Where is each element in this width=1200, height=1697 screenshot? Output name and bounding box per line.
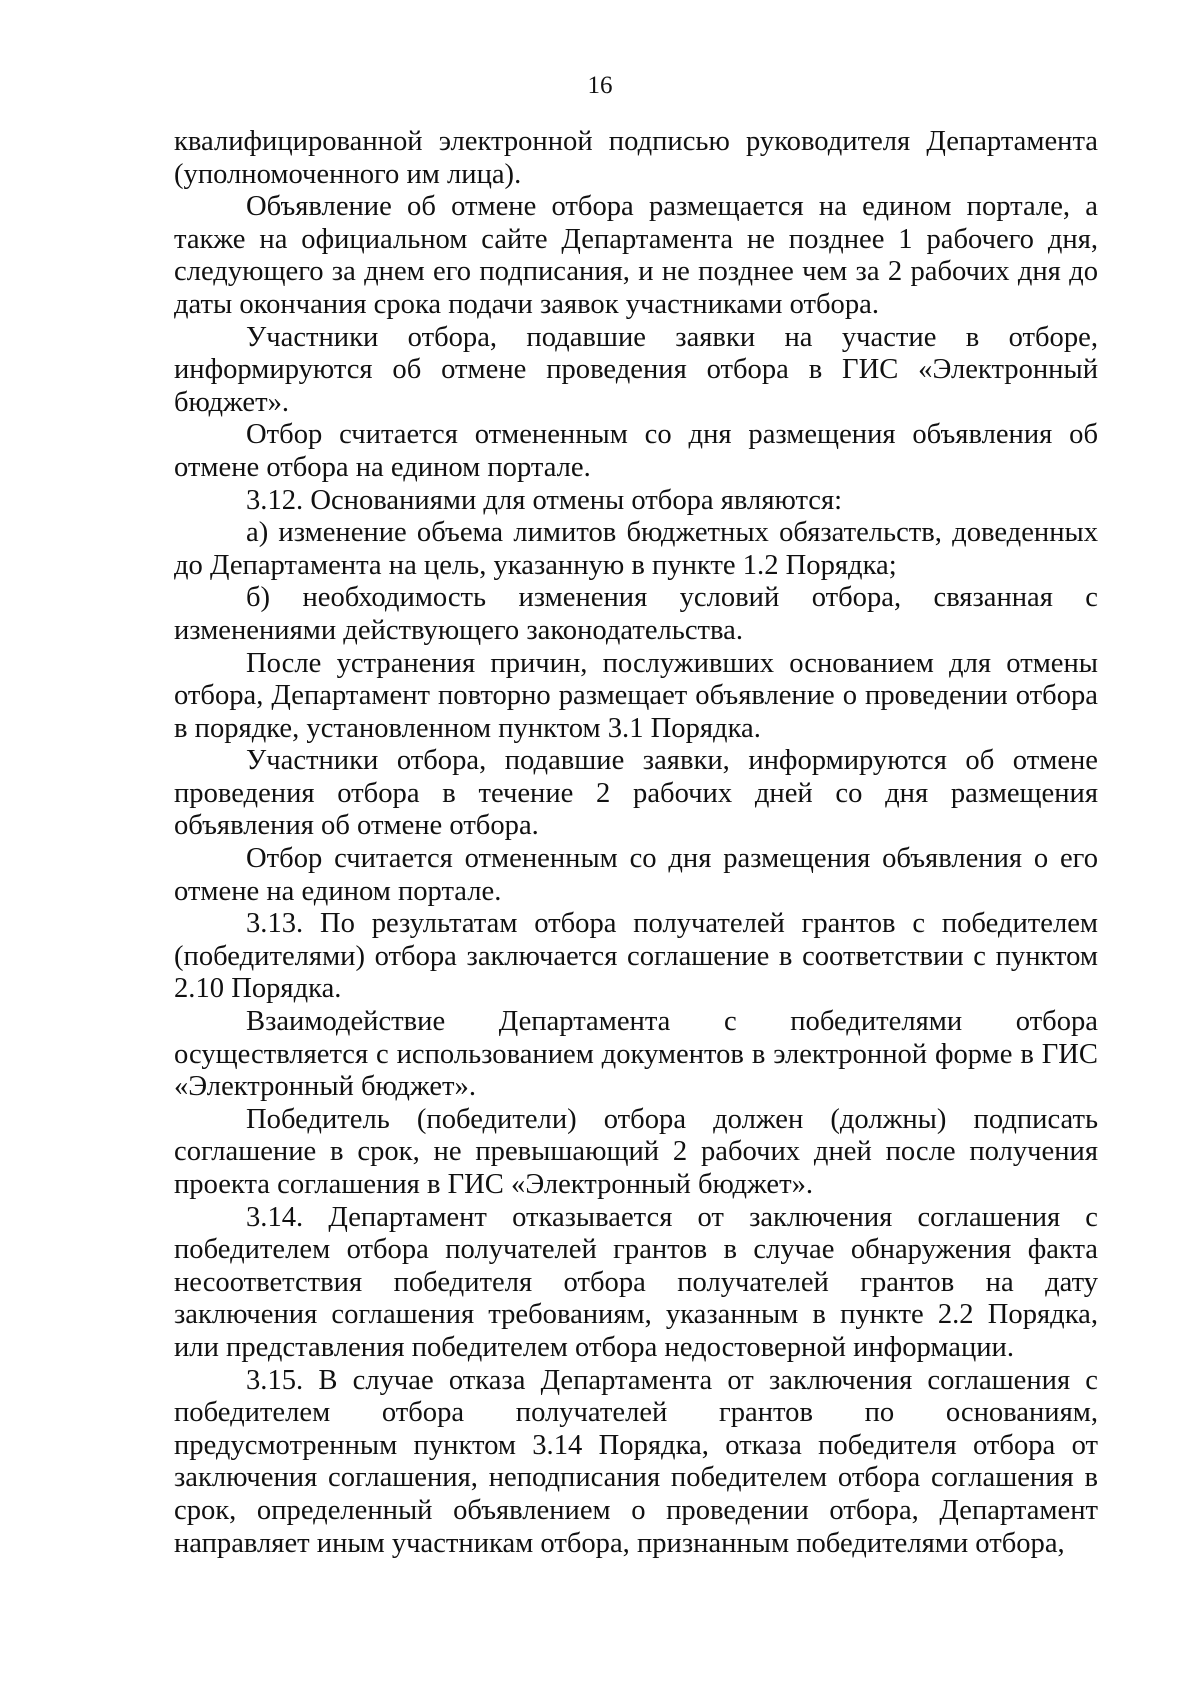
paragraph-clause-3-13: 3.13. По результатам отбора получателей грантов с победителем (победителями) отбора заключается соглашение в соответствии с пунктом 2.10 Порядка.: [174, 908, 1098, 1005]
paragraph-selection-cancelled-2: Отбор считается отмененным со дня размещения объявления о его отмене на едином портале.: [174, 843, 1098, 907]
paragraph-continuation: квалифицированной электронной подписью руководителя Департамента (уполномоченного им лица).: [174, 126, 1098, 190]
paragraph-clause-3-12: 3.12. Основаниями для отмены отбора являются:: [246, 484, 843, 516]
paragraph-participants-informed: Участники отбора, подавшие заявки на участие в отборе, информируются об отмене проведения отбора в ГИС «Электронный бюджет».: [174, 321, 1098, 418]
paragraph-cancellation-announcement: Объявление об отмене отбора размещается на едином портале, а также на официальном сайте Департамента не позднее 1 рабочего дня, следующего за днем его подписания, и не позднее чем за 2 рабочих дня до даты окончания срока подачи заявок участниками отбора.: [174, 191, 1098, 320]
document-body: [174, 126, 1098, 1560]
paragraph-item-a: а) изменение объема лимитов бюджетных обязательств, доведенных до Департамента на цель, указанную в пункте 1.2 Порядка;: [174, 517, 1098, 581]
paragraph-item-b: б) необходимость изменения условий отбора, связанная с изменениями действующего законодательства.: [174, 582, 1098, 646]
paragraph-clause-3-14: 3.14. Департамент отказывается от заключения соглашения с победителем отбора получателей грантов в случае обнаружения факта несоответствия победителя отбора получателей грантов на дату заключения соглашения требованиям, указанным в пункте 2.2 Порядка, или представления победителем отбора недостоверной информации.: [174, 1201, 1098, 1363]
paragraph-clause-3-15: 3.15. В случае отказа Департамента от заключения соглашения с победителем отбора получателей грантов по основаниям, предусмотренным пунктом 3.14 Порядка, отказа победителя отбора от заключения соглашения, неподписания победителем отбора соглашения в срок, определенный объявлением о проведении отбора, Департамент направляет иным участникам отбора, признанным победителями отбора,: [174, 1364, 1098, 1559]
paragraph-after-elimination: После устранения причин, послуживших основанием для отмены отбора, Департамент повторно размещает объявление о проведении отбора в порядке, установленном пунктом 3.1 Порядка.: [174, 647, 1098, 744]
paragraph-selection-cancelled: Отбор считается отмененным со дня размещения объявления об отмене отбора на едином портале.: [174, 419, 1098, 483]
paragraph-participants-informed-2: Участники отбора, подавшие заявки, информируются об отмене проведения отбора в течение 2 рабочих дней со дня размещения объявления об отмене отбора.: [174, 745, 1098, 842]
page-number: 16: [587, 72, 613, 99]
paragraph-interaction: Взаимодействие Департамента с победителями отбора осуществляется с использованием документов в электронной форме в ГИС «Электронный бюджет».: [174, 1006, 1098, 1103]
paragraph-winner-sign: Победитель (победители) отбора должен (должны) подписать соглашение в срок, не превышающий 2 рабочих дней после получения проекта соглашения в ГИС «Электронный бюджет».: [174, 1103, 1098, 1200]
